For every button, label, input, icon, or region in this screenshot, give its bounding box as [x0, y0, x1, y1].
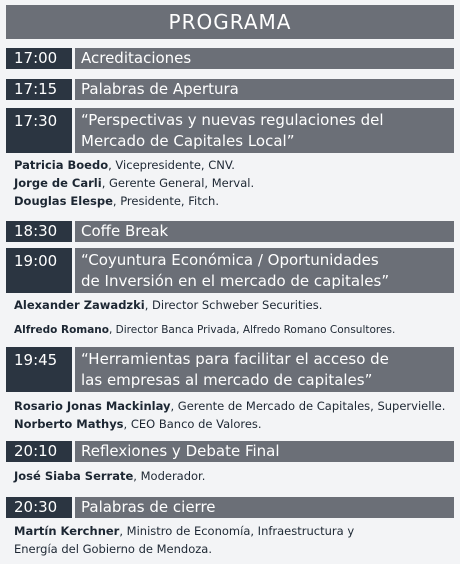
speaker-name: Alexander Zawadzki: [14, 298, 145, 312]
speaker: [14, 156, 454, 174]
agenda-time: 19:45: [6, 347, 72, 392]
speaker-name: José Siaba Serrate: [14, 469, 134, 483]
speaker-continued: [14, 540, 454, 558]
agenda-time: 17:00: [6, 48, 72, 69]
speaker-name: Douglas Elespe: [14, 194, 113, 208]
agenda-row: [6, 441, 454, 462]
agenda-row: [6, 79, 454, 100]
program-title: PROGRAMA: [168, 10, 292, 34]
speaker-role: Energía del Gobierno de Mendoza.: [14, 542, 212, 556]
speaker-role: , CEO Banco de Valores.: [123, 417, 262, 431]
agenda-title: Reflexiones y Debate Final: [75, 441, 454, 462]
speaker-role: , Director Schweber Securities.: [144, 298, 323, 312]
speaker-role: , Vicepresidente, CNV.: [108, 158, 235, 172]
agenda-time: 18:30: [6, 221, 72, 242]
agenda-title-line: las empresas al mercado de capitales”: [81, 371, 373, 389]
agenda-title-line: “Perspectivas y nuevas regulaciones del: [81, 111, 384, 129]
speaker-name: Martín Kerchner: [14, 524, 120, 538]
agenda-title-line: “Coyuntura Económica / Oportunidades: [81, 251, 379, 269]
speaker-list: [14, 522, 454, 558]
agenda-row: [6, 497, 454, 518]
speaker: [14, 321, 454, 339]
agenda-title-line: de Inversión en el mercado de capitales”: [81, 272, 390, 290]
agenda-time: 17:30: [6, 108, 72, 153]
speaker-name: Alfredo Romano: [14, 324, 109, 336]
speaker: [14, 397, 454, 415]
agenda-title: Palabras de Apertura: [75, 79, 454, 100]
speaker-list: [14, 321, 454, 339]
agenda-time: 17:15: [6, 79, 72, 100]
speaker-list: [14, 156, 454, 210]
speaker: [14, 467, 454, 485]
speaker-name: Jorge de Carli: [14, 176, 102, 190]
agenda-row: [6, 248, 454, 293]
speaker-role: , Gerente de Mercado de Capitales, Supervielle.: [170, 399, 446, 413]
agenda-title: Coffe Break: [75, 221, 454, 242]
speaker-role: , Ministro de Economía, Infraestructura y: [119, 524, 355, 538]
agenda-title: [75, 347, 454, 392]
speaker: [14, 296, 454, 314]
speaker-name: Norberto Mathys: [14, 417, 124, 431]
speaker-list: [14, 467, 454, 485]
speaker-role: , Presidente, Fitch.: [112, 194, 219, 208]
speaker: [14, 522, 454, 540]
agenda-title: [75, 248, 454, 293]
agenda-title-line: Mercado de Capitales Local”: [81, 132, 295, 150]
speaker-role: , Director Banca Privada, Alfredo Romano Consultores.: [109, 324, 396, 336]
speaker-list: [14, 397, 454, 433]
agenda-title: [75, 108, 454, 153]
agenda-time: 20:10: [6, 441, 72, 462]
speaker-list: [14, 296, 454, 314]
agenda-row: [6, 108, 454, 153]
speaker: [14, 192, 454, 210]
speaker: [14, 415, 454, 433]
agenda-title: Acreditaciones: [75, 48, 454, 69]
speaker-name: Patricia Boedo: [14, 158, 109, 172]
agenda-title-line: “Herramientas para facilitar el acceso de: [81, 350, 389, 368]
speaker-role: , Gerente General, Merval.: [101, 176, 255, 190]
agenda-row: [6, 347, 454, 392]
agenda-row: [6, 221, 454, 242]
speaker-role: , Moderador.: [133, 469, 206, 483]
agenda-row: [6, 48, 454, 69]
agenda-time: 20:30: [6, 497, 72, 518]
speaker: [14, 174, 454, 192]
program-header: [6, 5, 454, 39]
agenda-time: 19:00: [6, 248, 72, 293]
speaker-name: Rosario Jonas Mackinlay: [14, 399, 171, 413]
agenda-title: Palabras de cierre: [75, 497, 454, 518]
